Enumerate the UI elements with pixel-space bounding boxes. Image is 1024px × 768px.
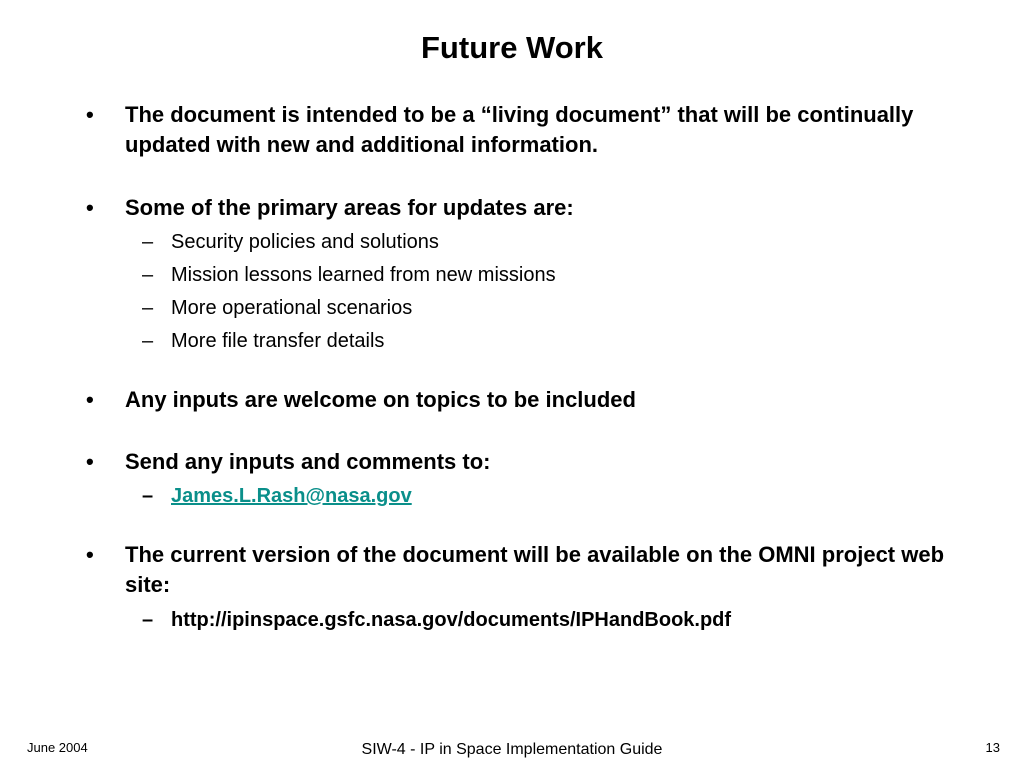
url-text: http://ipinspace.gsfc.nasa.gov/documents/IPHandBook.pdf	[171, 609, 732, 631]
footer-page-number: 13	[985, 740, 1000, 755]
bullet-icon: •	[86, 387, 94, 412]
bullet-text: The current version of the document will be available on the OMNI project web site:	[125, 542, 945, 597]
sub-item-text: More file transfer details	[171, 330, 385, 352]
bullet-icon: •	[86, 542, 94, 567]
slide-title: Future Work	[421, 30, 603, 65]
dash-icon: –	[142, 485, 154, 507]
bullet-text: The document is intended to be a “living document” that will be continually updated with new and additional information.	[125, 102, 914, 157]
bullet-icon: •	[86, 449, 94, 474]
bullet-text: Any inputs are welcome on topics to be included	[125, 387, 636, 412]
sub-item-text: More operational scenarios	[171, 297, 413, 319]
footer-date: June 2004	[27, 740, 88, 755]
footer-title: SIW-4 - IP in Space Implementation Guide	[361, 741, 663, 758]
dash-icon: –	[142, 609, 154, 631]
dash-icon: –	[142, 264, 154, 286]
dash-icon: –	[142, 231, 154, 253]
sub-item-text: Mission lessons learned from new missions	[171, 264, 556, 286]
bullet-icon: •	[86, 102, 94, 127]
dash-icon: –	[142, 330, 154, 352]
bullet-text: Some of the primary areas for updates are:	[125, 195, 574, 220]
email-link[interactable]: James.L.Rash@nasa.gov	[171, 485, 412, 507]
bullet-icon: •	[86, 195, 94, 220]
sub-item-text: Security policies and solutions	[171, 231, 439, 253]
dash-icon: –	[142, 297, 154, 319]
bullet-text: Send any inputs and comments to:	[125, 449, 491, 474]
